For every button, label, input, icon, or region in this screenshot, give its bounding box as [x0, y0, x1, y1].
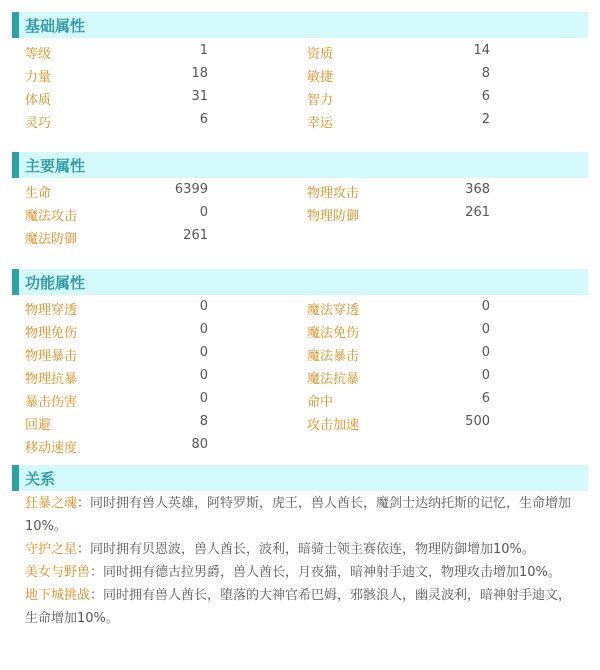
- section-header: [12, 152, 588, 178]
- attr-value: 0: [199, 299, 208, 314]
- attr-label: 物理暴击: [25, 349, 78, 364]
- attr-label: 魔法暴击: [307, 349, 360, 364]
- attr-value: 0: [199, 205, 208, 220]
- attr-row: [12, 296, 588, 319]
- attr-row: [12, 40, 588, 63]
- relation-item: [12, 561, 580, 584]
- relation-item: [12, 584, 580, 630]
- attr-value: 8: [481, 66, 490, 81]
- relation-item: [12, 492, 580, 538]
- attr-value: 0: [481, 322, 490, 337]
- relation-name: 守护之星: [25, 542, 78, 557]
- attr-row: [12, 63, 588, 86]
- attr-value: 261: [183, 228, 208, 243]
- section-header: [12, 12, 588, 38]
- attr-row: [12, 179, 588, 202]
- attr-value: 368: [465, 182, 490, 197]
- attr-label: 等级: [25, 47, 52, 62]
- attr-value: 0: [481, 345, 490, 360]
- relation-desc: ：同时拥有贝恩波，兽人酋长，波利，暗骑士领主赛依连，物理防御增加10%。: [77, 542, 535, 557]
- attr-value: 8: [199, 414, 208, 429]
- attr-row: [12, 342, 588, 365]
- attr-label: 回避: [25, 418, 52, 433]
- attr-label: 生命: [25, 186, 52, 201]
- attr-row: [12, 411, 588, 434]
- attr-label: 敏捷: [307, 70, 334, 85]
- attr-value: 500: [465, 414, 490, 429]
- attr-value: 0: [481, 299, 490, 314]
- attr-row: [12, 388, 588, 411]
- section-function-attributes: [12, 269, 588, 457]
- attr-label: 魔法免伤: [307, 326, 360, 341]
- section-basic-attributes: [12, 12, 588, 132]
- attr-value: 1: [199, 43, 208, 58]
- relation-name: 地下城挑战: [25, 588, 91, 603]
- attr-value: 6: [481, 89, 490, 104]
- attr-row: [12, 434, 588, 457]
- attr-label: 物理免伤: [25, 326, 78, 341]
- attr-label: 魔法穿透: [307, 303, 360, 318]
- attr-value: 14: [473, 43, 490, 58]
- attr-value: 6399: [174, 182, 208, 197]
- attr-row: [12, 202, 588, 225]
- attr-value: 6: [481, 391, 490, 406]
- attr-label: 物理穿透: [25, 303, 78, 318]
- attr-label: 魔法抗暴: [307, 372, 360, 387]
- attr-row: [12, 86, 588, 109]
- attr-value: 18: [191, 66, 208, 81]
- relation-name: 美女与野兽: [25, 565, 91, 580]
- attr-label: 物理防御: [307, 209, 360, 224]
- relation-desc: ：同时拥有德古拉男爵，兽人酋长，月夜猫，暗神射手迪文，物理攻击增加10%。: [90, 565, 561, 580]
- relation-item: [12, 538, 580, 561]
- attr-row: [12, 365, 588, 388]
- section-relations: [12, 465, 588, 630]
- relation-desc: ：同时拥有兽人酋长，堕落的大神官希巴姆，邪骸浪人，幽灵波利，暗神射手迪文，生命增加10%。: [25, 588, 572, 626]
- attr-label: 幸运: [307, 116, 334, 131]
- attr-label: 体质: [25, 93, 52, 108]
- attr-value: 0: [199, 322, 208, 337]
- attr-row: [12, 319, 588, 342]
- section-title: 基础属性: [25, 17, 86, 35]
- section-header: [12, 465, 588, 491]
- attr-row: [12, 225, 588, 248]
- attr-label: 魔法攻击: [25, 209, 78, 224]
- attr-label: 物理攻击: [307, 186, 360, 201]
- attr-value: 2: [481, 112, 490, 127]
- attr-label: 移动速度: [25, 441, 78, 456]
- attr-label: 命中: [307, 395, 334, 410]
- attr-value: 0: [199, 391, 208, 406]
- attr-value: 261: [465, 205, 490, 220]
- attr-label: 魔法防御: [25, 232, 78, 247]
- section-title: 功能属性: [25, 274, 86, 292]
- attr-value: 0: [481, 368, 490, 383]
- attr-label: 智力: [307, 93, 334, 108]
- relation-name: 狂暴之魂: [25, 496, 78, 511]
- attr-value: 80: [191, 437, 208, 452]
- attr-label: 资质: [307, 47, 334, 62]
- attr-value: 0: [199, 345, 208, 360]
- attr-label: 攻击加速: [307, 418, 360, 433]
- section-header: [12, 269, 588, 295]
- section-title: 关系: [25, 470, 56, 488]
- attr-value: 6: [199, 112, 208, 127]
- attr-label: 力量: [25, 70, 52, 85]
- attr-label: 暴击伤害: [25, 395, 78, 410]
- attr-value: 0: [199, 368, 208, 383]
- attr-label: 物理抗暴: [25, 372, 78, 387]
- attr-value: 31: [191, 89, 208, 104]
- attr-row: [12, 109, 588, 132]
- relation-desc: ：同时拥有兽人英雄，阿特罗斯，虎王，兽人酋长，魔剑士达纳托斯的记忆，生命增加10%。: [25, 496, 572, 534]
- section-main-attributes: [12, 152, 588, 248]
- attr-label: 灵巧: [25, 116, 52, 131]
- section-title: 主要属性: [25, 157, 86, 175]
